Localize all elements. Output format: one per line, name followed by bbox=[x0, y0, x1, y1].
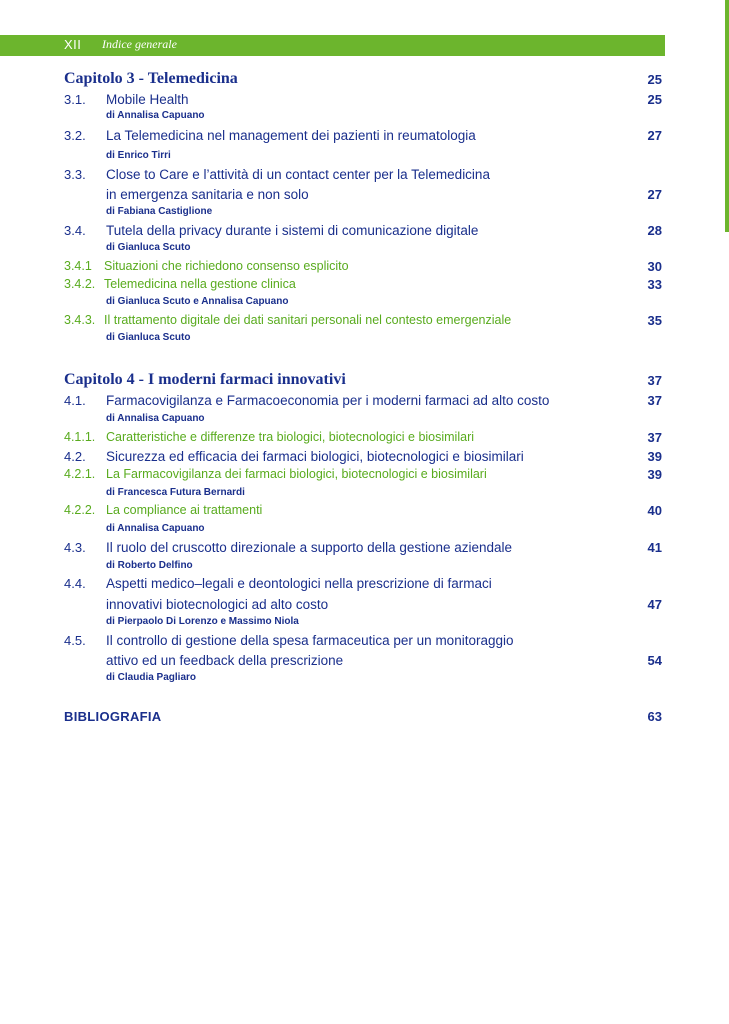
entry-page: 39 bbox=[647, 467, 662, 482]
entry-title: La Farmacovigilanza dei farmaci biologici, biotecnologici e biosimilari bbox=[106, 467, 487, 481]
entry-page: 27 bbox=[647, 187, 662, 202]
entry-number: 3.1. bbox=[64, 92, 86, 107]
toc-entry-4-3[interactable] bbox=[64, 540, 662, 558]
entry-number: 4.2. bbox=[64, 449, 86, 464]
toc-entry-4-1[interactable] bbox=[64, 393, 662, 411]
toc-entry-3-1[interactable] bbox=[64, 92, 662, 110]
entry-page: 28 bbox=[647, 223, 662, 238]
entry-author: di Francesca Futura Bernardi bbox=[106, 487, 245, 498]
entry-number: 4.1. bbox=[64, 393, 86, 408]
entry-title: Tutela della privacy durante i sistemi di comunicazione digitale bbox=[106, 223, 479, 238]
bibliography-label: BIBLIOGRAFIA bbox=[64, 709, 162, 724]
entry-page: 54 bbox=[647, 653, 662, 668]
entry-title: Caratteristiche e differenze tra biologici, biotecnologici e biosimilari bbox=[106, 430, 475, 444]
entry-page: 63 bbox=[647, 709, 662, 724]
chapter-page: 37 bbox=[647, 373, 662, 388]
entry-title: Mobile Health bbox=[106, 92, 189, 107]
entry-number: 3.2. bbox=[64, 128, 86, 143]
toc-entry-4-2-1[interactable] bbox=[64, 467, 662, 485]
entry-author: di Annalisa Capuano bbox=[106, 110, 205, 121]
entry-author: di Annalisa Capuano bbox=[106, 413, 205, 424]
entry-number: 4.4. bbox=[64, 576, 86, 591]
entry-title-line1: Il controllo di gestione della spesa farmaceutica per un monitoraggio bbox=[106, 633, 514, 648]
toc-entry-3-3[interactable] bbox=[64, 167, 662, 185]
entry-page: 27 bbox=[647, 128, 662, 143]
entry-author: di Gianluca Scuto bbox=[106, 242, 191, 253]
toc-entry-4-5-cont[interactable] bbox=[64, 653, 662, 671]
page-number: XII bbox=[64, 37, 82, 52]
entry-author: di Gianluca Scuto bbox=[106, 332, 191, 343]
entry-page: 37 bbox=[647, 430, 662, 445]
entry-title-line2: attivo ed un feedback della prescrizione bbox=[106, 653, 344, 668]
toc-entry-4-4[interactable] bbox=[64, 576, 662, 594]
entry-author: di Fabiana Castiglione bbox=[106, 206, 213, 217]
toc-entry-4-2[interactable] bbox=[64, 449, 662, 467]
toc-entry-3-3-cont[interactable] bbox=[64, 187, 662, 205]
entry-title-line1: Aspetti medico–legali e deontologici nella prescrizione di farmaci bbox=[106, 576, 492, 591]
entry-title: La Telemedicina nel management dei pazienti in reumatologia bbox=[106, 128, 476, 143]
toc-entry-3-2[interactable] bbox=[64, 128, 662, 146]
toc-entry-3-4-2[interactable] bbox=[64, 277, 662, 295]
entry-page: 39 bbox=[647, 449, 662, 464]
entry-title: Sicurezza ed efficacia dei farmaci biologici, biotecnologici e biosimilari bbox=[106, 449, 524, 464]
entry-title: Situazioni che richiedono consenso esplicito bbox=[104, 259, 349, 273]
entry-page: 35 bbox=[647, 313, 662, 328]
entry-page: 25 bbox=[647, 92, 662, 107]
toc-entry-4-2-2[interactable] bbox=[64, 503, 662, 521]
entry-page: 40 bbox=[647, 503, 662, 518]
entry-title-line1: Close to Care e l’attività di un contact center per la Telemedicina bbox=[106, 167, 490, 182]
entry-page: 37 bbox=[647, 393, 662, 408]
entry-author: di Claudia Pagliaro bbox=[106, 672, 197, 683]
toc-entry-3-4[interactable] bbox=[64, 223, 662, 241]
entry-author: di Roberto Delfino bbox=[106, 560, 193, 571]
toc-entry-4-5[interactable] bbox=[64, 633, 662, 651]
toc-entry-4-1-1[interactable] bbox=[64, 430, 662, 448]
running-title: Indice generale bbox=[102, 37, 177, 51]
entry-author: di Pierpaolo Di Lorenzo e Massimo Niola bbox=[106, 616, 299, 627]
toc-entry-3-4-1[interactable] bbox=[64, 259, 662, 277]
toc-entry-3-4-3[interactable] bbox=[64, 313, 662, 331]
entry-number: 3.4. bbox=[64, 223, 86, 238]
entry-author: di Annalisa Capuano bbox=[106, 523, 205, 534]
entry-title: Farmacovigilanza e Farmacoeconomia per i moderni farmaci ad alto costo bbox=[106, 393, 550, 408]
entry-page: 47 bbox=[647, 597, 662, 612]
entry-number: 3.3. bbox=[64, 167, 86, 182]
entry-page: 33 bbox=[647, 277, 662, 292]
entry-number: 4.5. bbox=[64, 633, 86, 648]
entry-title: Il trattamento digitale dei dati sanitari personali nel contesto emergenziale bbox=[104, 313, 512, 327]
entry-title: Telemedicina nella gestione clinica bbox=[104, 277, 296, 291]
entry-number: 4.2.2. bbox=[64, 503, 96, 517]
toc-entry-4-4-cont[interactable] bbox=[64, 597, 662, 615]
chapter-title: Capitolo 4 - I moderni farmaci innovativi bbox=[64, 371, 346, 388]
entry-title: La compliance ai trattamenti bbox=[106, 503, 263, 517]
chapter-3-heading[interactable] bbox=[64, 70, 662, 90]
entry-number: 3.4.1 bbox=[64, 259, 92, 273]
entry-number: 4.2.1. bbox=[64, 467, 96, 481]
chapter-page: 25 bbox=[647, 72, 662, 87]
entry-author: di Gianluca Scuto e Annalisa Capuano bbox=[106, 296, 289, 307]
entry-page: 41 bbox=[647, 540, 662, 555]
entry-title-line2: in emergenza sanitaria e non solo bbox=[106, 187, 309, 202]
entry-title-line2: innovativi biotecnologici ad alto costo bbox=[106, 597, 329, 612]
chapter-4-heading[interactable] bbox=[64, 371, 662, 391]
entry-number: 4.3. bbox=[64, 540, 86, 555]
entry-number: 4.1.1. bbox=[64, 430, 96, 444]
entry-number: 3.4.2. bbox=[64, 277, 96, 291]
entry-title: Il ruolo del cruscotto direzionale a supporto della gestione aziendale bbox=[106, 540, 513, 555]
entry-page: 30 bbox=[647, 259, 662, 274]
chapter-title: Capitolo 3 - Telemedicina bbox=[64, 70, 238, 87]
toc-entry-bibliography[interactable] bbox=[64, 709, 662, 727]
entry-number: 3.4.3. bbox=[64, 313, 96, 327]
entry-author: di Enrico Tirri bbox=[106, 150, 171, 161]
